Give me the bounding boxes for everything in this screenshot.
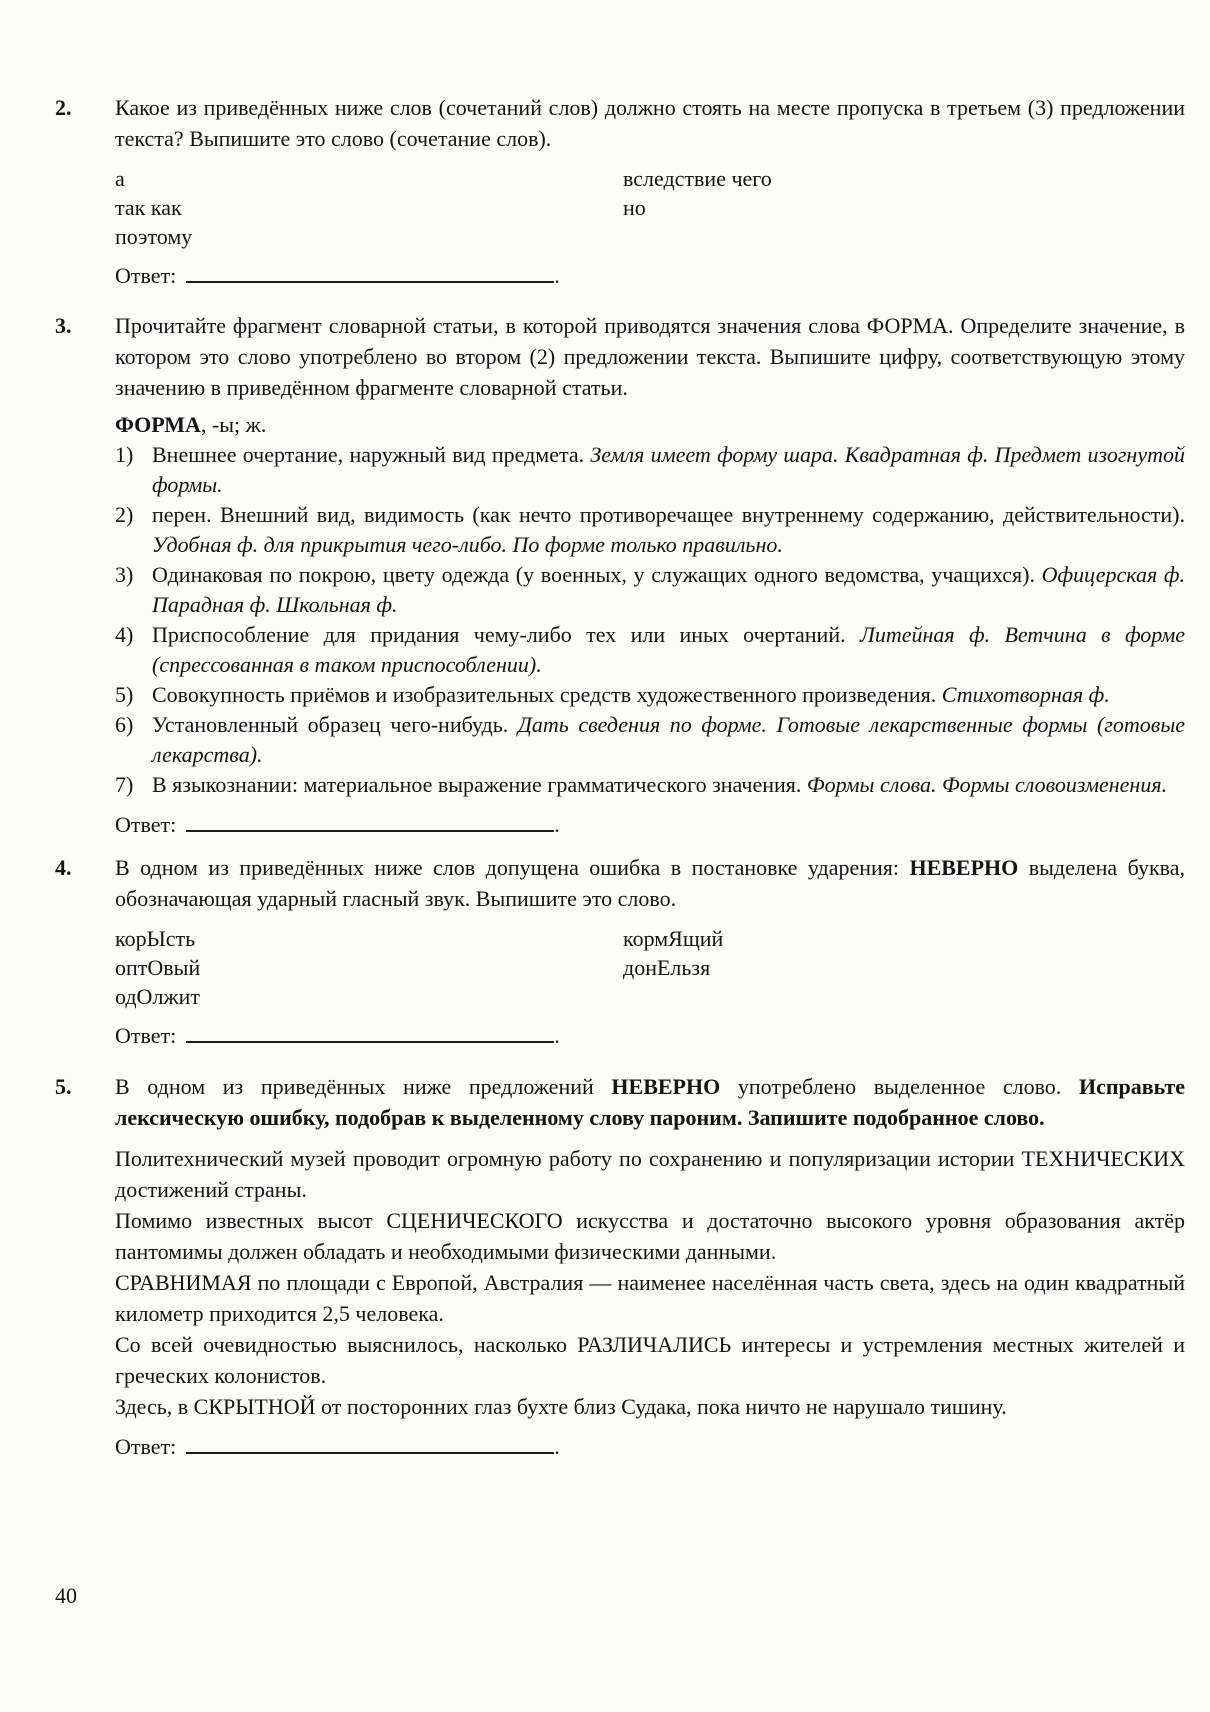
answer-label: Ответ: [115, 1023, 177, 1048]
definition-text: Установленный образец чего-нибудь. Дать сведения по форме. Готовые лекарственные формы (готовые лекарства). [152, 712, 1185, 767]
definition-number: 2) [115, 502, 134, 527]
page-number: 40 [55, 1583, 77, 1608]
question-3-prompt: Прочитайте фрагмент словарной статьи, в которой приводятся значения слова ФОРМА. Определите значение, в котором это слово употреблено во втором (2) предложении текста. Выпишите цифру, соответствующую этому значению в приведённом фрагменте словарной статьи. [115, 313, 1185, 400]
option-row [115, 193, 1185, 222]
answer-blank-line[interactable] [186, 816, 554, 832]
question-5-prompt: В одном из приведённых ниже предложений НЕВЕРНО употреблено выделенное слово. Исправьте лексическую ошибку, подобрав к выделенному слову пароним. Запишите подобранное слово. [115, 1074, 1185, 1130]
sentence-item: Со всей очевидностью выяснилось, насколько РАЗЛИЧАЛИСЬ интересы и устремления местных жителей и греческих колонистов. [115, 1332, 1185, 1388]
question-5-number: 5. [55, 1074, 72, 1099]
question-2-number: 2. [55, 95, 72, 120]
question-2 [55, 92, 1185, 291]
option-row [115, 953, 1185, 982]
definition-text: перен. Внешний вид, видимость (как нечто противоречащее внутреннему содержанию, действительности). Удобная ф. для прикрытия чего-либо. По форме только правильно. [152, 502, 1185, 557]
answer-blank-line[interactable] [186, 1027, 554, 1043]
question-3 [55, 310, 1185, 840]
definition-item [115, 440, 1185, 500]
answer-label: Ответ: [115, 1434, 177, 1459]
sentence-item: Политехнический музей проводит огромную работу по сохранению и популяризации истории ТЕХНИЧЕСКИХ достижений страны. [115, 1146, 1185, 1202]
answer-period: . [554, 263, 560, 288]
answer-period: . [554, 1023, 560, 1048]
answer-period: . [554, 812, 560, 837]
answer-label: Ответ: [115, 263, 177, 288]
option-item: вследствие чего [623, 166, 772, 191]
option-item: а [115, 166, 125, 191]
option-item: но [623, 195, 646, 220]
answer-row [115, 1431, 1185, 1462]
definition-text: В языкознании: материальное выражение грамматического значения. Формы слова. Формы словоизменения. [152, 772, 1168, 797]
question-4-prompt: В одном из приведённых ниже слов допущена ошибка в постановке ударения: НЕВЕРНО выделена буква, обозначающая ударный гласный звук. Выпишите это слово. [115, 855, 1185, 911]
definition-number: 5) [115, 682, 134, 707]
answer-row [115, 809, 1185, 840]
answer-blank-line[interactable] [186, 1438, 554, 1454]
definition-item [115, 770, 1185, 800]
dictionary-headline [115, 409, 1185, 440]
question-4-options [115, 924, 1185, 1011]
definition-number: 6) [115, 712, 134, 737]
definition-number: 7) [115, 772, 134, 797]
sentence-item: Здесь, в СКРЫТНОЙ от посторонних глаз бухте близ Судака, пока ничто не нарушало тишину. [115, 1394, 1007, 1419]
definition-number: 4) [115, 622, 134, 647]
definition-number: 3) [115, 562, 134, 587]
answer-row [115, 1020, 1185, 1051]
option-item-empty [623, 982, 1185, 1011]
question-5 [55, 1071, 1185, 1462]
question-2-prompt: Какое из приведённых ниже слов (сочетаний слов) должно стоять на месте пропуска в третьем (3) предложении текста? Выпишите это слово (сочетание слов). [115, 95, 1185, 151]
option-item: кормЯщий [623, 926, 724, 951]
definition-item [115, 710, 1185, 770]
answer-row [115, 260, 1185, 291]
definition-text: Совокупность приёмов и изобразительных средств художественного произведения. Стихотворная ф. [152, 682, 1110, 707]
dictionary-headword: ФОРМА [115, 412, 201, 437]
answer-period: . [554, 1434, 560, 1459]
option-row [115, 222, 1185, 251]
sentence-item: СРАВНИМАЯ по площади с Европой, Австралия — наименее населённая часть света, здесь на один квадратный километр приходится 2,5 человека. [115, 1270, 1185, 1326]
option-row [115, 982, 1185, 1011]
question-3-number: 3. [55, 313, 72, 338]
option-item: донЕльзя [623, 955, 711, 980]
dictionary-grammar: , -ы; ж. [200, 412, 267, 437]
definition-text: Приспособление для придания чему-либо тех или иных очертаний. Литейная ф. Ветчина в форме (спрессованная в таком приспособлении). [152, 622, 1185, 677]
definition-item [115, 680, 1185, 710]
option-row [115, 164, 1185, 193]
answer-label: Ответ: [115, 812, 177, 837]
question-4 [55, 852, 1185, 1051]
answer-blank-line[interactable] [186, 267, 554, 283]
definition-item [115, 500, 1185, 560]
definition-number: 1) [115, 442, 134, 467]
option-item: так как [115, 195, 182, 220]
option-item: одОлжит [115, 984, 201, 1009]
option-item-empty [623, 222, 1185, 251]
definition-text: Внешнее очертание, наружный вид предмета. Земля имеет форму шара. Квадратная ф. Предмет изогнутой формы. [152, 442, 1186, 497]
option-item: поэтому [115, 224, 193, 249]
sentence-item: Помимо известных высот СЦЕНИЧЕСКОГО искусства и достаточно высокого уровня образования актёр пантомимы должен обладать и необходимыми физическими данными. [115, 1208, 1185, 1264]
option-item: оптОвый [115, 955, 201, 980]
option-row [115, 924, 1185, 953]
definition-text: Одинаковая по покрою, цвету одежда (у военных, у служащих одного ведомства, учащихся). Офицерская ф. Парадная ф. Школьная ф. [152, 562, 1185, 617]
definition-item [115, 620, 1185, 680]
dictionary-entry [115, 409, 1185, 800]
question-4-number: 4. [55, 855, 72, 880]
question-2-options [115, 164, 1185, 251]
definition-item [115, 560, 1185, 620]
question-5-sentences [115, 1143, 1185, 1422]
option-item: корЫсть [115, 926, 196, 951]
